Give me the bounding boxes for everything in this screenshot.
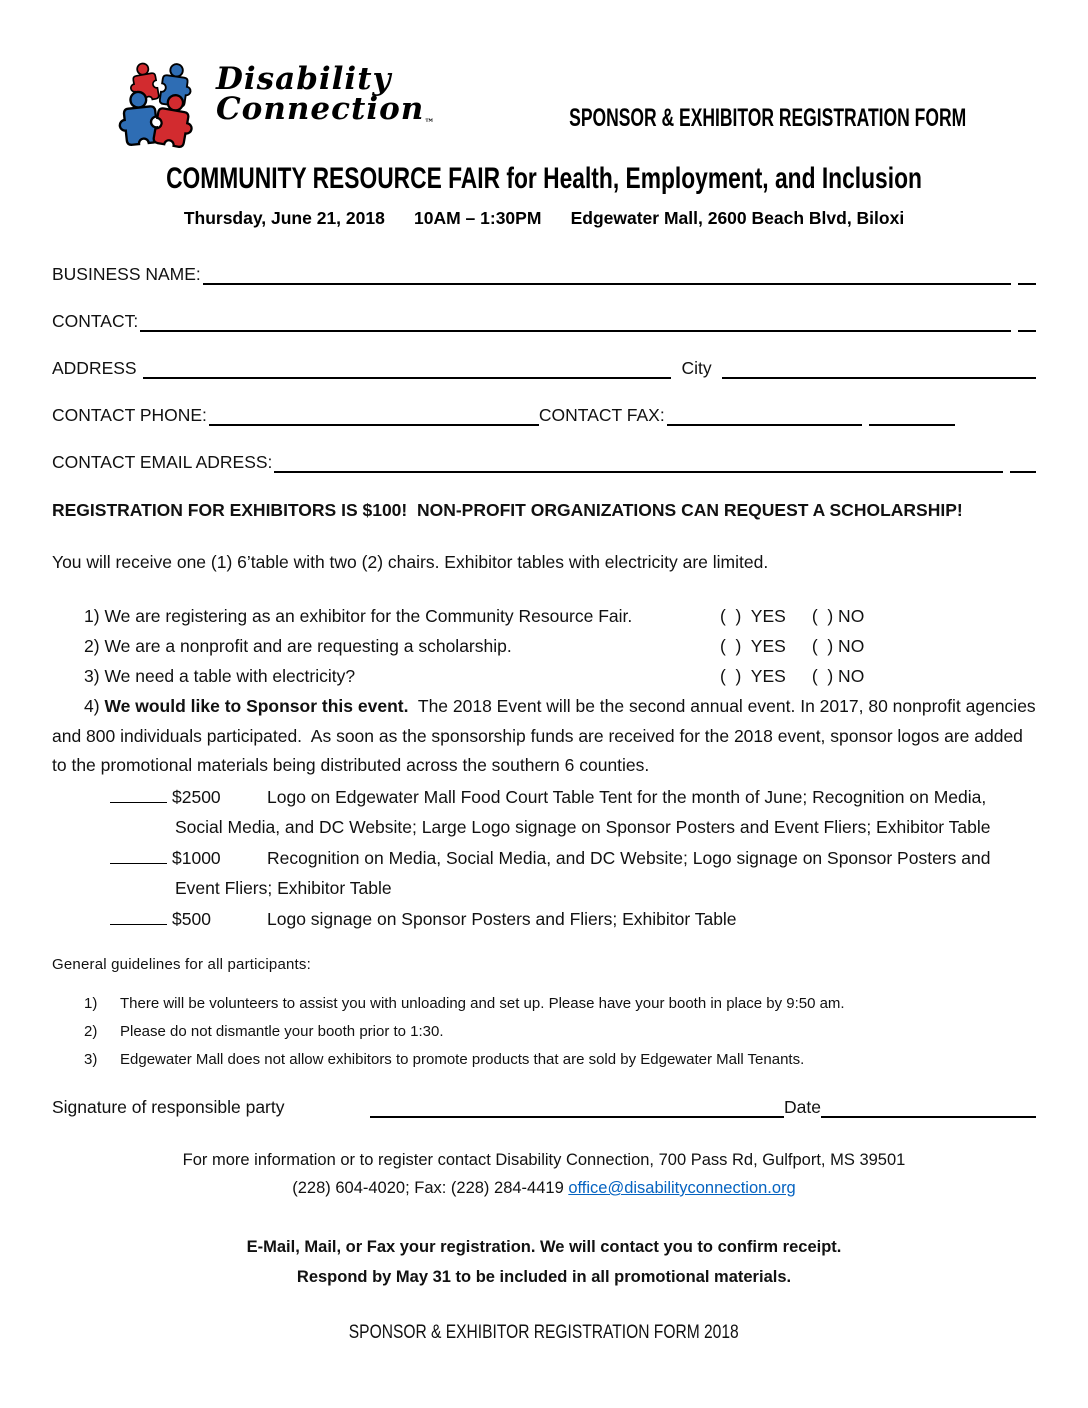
contact-fax-line-tail bbox=[869, 408, 955, 426]
registration-headline: REGISTRATION FOR EXHIBITORS IS $100! NON-PROFIT ORGANIZATIONS CAN REQUEST A SCHOLARSHIP! bbox=[52, 500, 963, 520]
guideline-text: Edgewater Mall does not allow exhibitors to promote products that are sold by Edgewater Mall Tenants. bbox=[120, 1051, 805, 1068]
sponsor-amount: $1000 bbox=[172, 847, 221, 868]
contact-line-tail bbox=[1018, 314, 1036, 332]
yes-checkbox[interactable]: ( ) YES bbox=[720, 666, 786, 686]
form-heading: SPONSOR & EXHIBITOR REGISTRATION FORM bbox=[568, 104, 966, 132]
email-row bbox=[52, 453, 1036, 473]
contact-email-input-line[interactable] bbox=[274, 455, 1003, 473]
question-4-body: The 2018 Event will be the second annual event. In 2017, 80 nonprofit agencies and 800 individuals participated. As soon as the sponsorship funds are received for the 2018 event, sponsor logos are added to the promotional materials being distributed across the southern 6 counties. bbox=[52, 696, 1041, 775]
business-name-label: BUSINESS NAME: bbox=[52, 264, 201, 284]
sponsor-amount-blank-line[interactable] bbox=[110, 850, 167, 864]
disability-connection-logo bbox=[116, 60, 434, 156]
question-row-2 bbox=[84, 631, 1036, 661]
contact-label: CONTACT: bbox=[52, 311, 139, 331]
guideline-text: There will be volunteers to assist you with unloading and set up. Please have your booth in place by 9:50 am. bbox=[120, 995, 845, 1012]
sponsor-description: Logo signage on Sponsor Posters and Fliers; Exhibitor Table bbox=[267, 908, 737, 929]
no-checkbox[interactable]: ( ) NO bbox=[811, 636, 865, 656]
sponsor-level-1000 bbox=[52, 843, 1036, 904]
guideline-item bbox=[84, 1051, 1036, 1068]
page-header bbox=[0, 0, 1088, 160]
contact-fields-section bbox=[52, 265, 1036, 473]
yes-checkbox[interactable]: ( ) YES bbox=[720, 636, 786, 656]
mail-instructions-line-2: Respond by May 31 to be included in all promotional materials. bbox=[296, 1268, 792, 1286]
sponsor-amount-blank-line[interactable] bbox=[110, 911, 167, 925]
guidelines-heading: General guidelines for all participants: bbox=[52, 956, 311, 973]
mail-instructions-line-1: E-Mail, Mail, or Fax your registration. We will contact you to confirm receipt. bbox=[246, 1238, 842, 1256]
sponsor-level-2500 bbox=[52, 782, 1036, 843]
signature-row bbox=[52, 1094, 1036, 1118]
guideline-number: 1) bbox=[84, 995, 98, 1012]
question-row-1 bbox=[84, 601, 1036, 631]
address-input-line[interactable] bbox=[143, 361, 671, 379]
contact-row bbox=[52, 312, 1036, 332]
guideline-number: 2) bbox=[84, 1023, 98, 1040]
signature-label: Signature of responsible party bbox=[52, 1097, 285, 1117]
city-label: City bbox=[681, 358, 712, 378]
questions-section bbox=[52, 601, 1041, 781]
contact-phone-input-line[interactable] bbox=[209, 408, 539, 426]
business-name-input-line[interactable] bbox=[203, 267, 1011, 285]
event-title: COMMUNITY RESOURCE FAIR for Health, Employment, and Inclusion bbox=[166, 162, 922, 195]
no-checkbox[interactable]: ( ) NO bbox=[811, 666, 865, 686]
yes-checkbox[interactable]: ( ) YES bbox=[720, 606, 786, 626]
phone-fax-text: (228) 604-4020; Fax: (228) 284-4419 bbox=[292, 1179, 569, 1197]
signature-input-line[interactable] bbox=[370, 1100, 784, 1118]
question-4-number: 4) bbox=[84, 696, 105, 716]
question-text: 2) We are a nonprofit and are requesting a scholarship. bbox=[84, 636, 512, 656]
question-text: 3) We need a table with electricity? bbox=[84, 666, 356, 686]
contact-email-line-tail bbox=[1010, 455, 1036, 473]
sponsor-amount: $2500 bbox=[172, 786, 221, 807]
address-row bbox=[52, 359, 1036, 379]
guideline-item bbox=[84, 1023, 1036, 1040]
contact-info-block bbox=[52, 1146, 1036, 1202]
sponsor-levels-section bbox=[52, 782, 1036, 935]
phone-fax-row bbox=[52, 406, 1036, 426]
business-name-row bbox=[52, 265, 1036, 285]
guideline-item bbox=[84, 995, 1036, 1012]
question-options bbox=[720, 601, 864, 631]
guideline-number: 3) bbox=[84, 1051, 98, 1068]
city-input-line[interactable] bbox=[722, 361, 1036, 379]
logo-word-2: Connection$_™$ bbox=[216, 91, 435, 130]
no-checkbox[interactable]: ( ) NO bbox=[811, 606, 865, 626]
contact-fax-input-line[interactable] bbox=[667, 408, 862, 426]
event-datetime-location: Thursday, June 21, 2018 10AM – 1:30PM Edgewater Mall, 2600 Beach Blvd, Biloxi bbox=[183, 208, 905, 228]
logo-wordmark bbox=[216, 61, 435, 130]
question-options bbox=[720, 631, 864, 661]
contact-info-line-1: For more information or to register contact Disability Connection, 700 Pass Rd, Gulfport, MS 39501 bbox=[182, 1151, 906, 1169]
question-4-paragraph bbox=[52, 692, 1041, 781]
document-footer bbox=[52, 1322, 1036, 1344]
date-input-line[interactable] bbox=[821, 1100, 1036, 1118]
question-row-3 bbox=[84, 661, 1036, 691]
logo-word-1: Disability bbox=[216, 61, 392, 97]
email-link[interactable]: office@disabilityconnection.org bbox=[568, 1179, 796, 1197]
business-name-line-tail bbox=[1018, 267, 1036, 285]
question-text: 1) We are registering as an exhibitor for the Community Resource Fair. bbox=[84, 606, 633, 626]
contact-phone-label: CONTACT PHONE: bbox=[52, 405, 207, 425]
sponsor-description: Recognition on Media, Social Media, and DC Website; Logo signage on Sponsor Posters and Event Fliers; Exhibitor Table bbox=[175, 847, 996, 898]
registration-intro: You will receive one (1) 6’table with two (2) chairs. Exhibitor tables with electricity are limited. bbox=[52, 552, 769, 572]
sponsor-level-500 bbox=[52, 904, 1036, 935]
question-4-bold-lead: We would like to Sponsor this event. bbox=[104, 696, 409, 716]
mail-instructions-block bbox=[52, 1232, 1036, 1292]
contact-email-label: CONTACT EMAIL ADRESS: bbox=[52, 452, 273, 472]
guidelines-list bbox=[52, 995, 1036, 1068]
date-label: Date bbox=[784, 1097, 821, 1117]
trademark-symbol: ™ bbox=[424, 118, 435, 130]
sponsor-amount: $500 bbox=[172, 908, 211, 929]
footer-text: SPONSOR & EXHIBITOR REGISTRATION FORM 2018 bbox=[349, 1322, 739, 1343]
question-options bbox=[720, 661, 864, 691]
contact-fax-label: CONTACT FAX: bbox=[538, 405, 665, 425]
address-label: ADDRESS bbox=[52, 358, 142, 378]
contact-input-line[interactable] bbox=[140, 314, 1011, 332]
puzzle-people-icon bbox=[116, 60, 210, 156]
contact-info-line-2 bbox=[52, 1174, 1036, 1202]
sponsor-description: Logo on Edgewater Mall Food Court Table Tent for the month of June; Recognition on Media, Social Media, and DC Website; Large Logo signage on Sponsor Posters and Event Fliers; Exhibitor Table bbox=[175, 786, 992, 837]
sponsor-amount-blank-line[interactable] bbox=[110, 789, 167, 803]
guideline-text: Please do not dismantle your booth prior to 1:30. bbox=[120, 1023, 444, 1040]
